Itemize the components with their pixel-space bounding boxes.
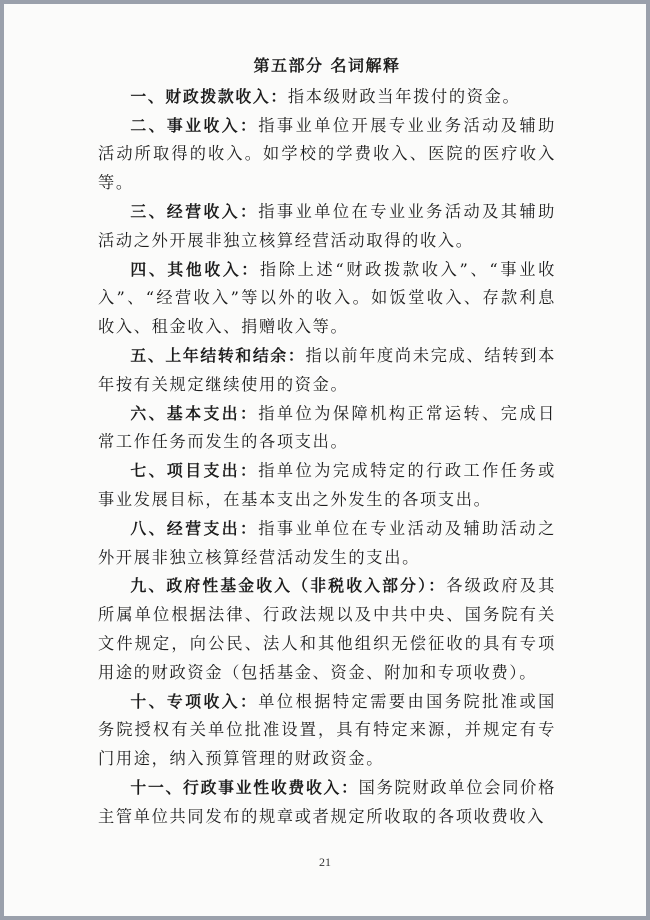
definition-text: 国务院财政单位会同价格主管单位共同发布的规章或者规定所收取的各项收费收入 [98, 777, 557, 826]
definition-term: 十一、行政事业性收费收入： [130, 777, 359, 797]
definition-text: 单位根据特定需要由国务院批准或国务院授权有关单位批准设置，具有特定来源，并规定有专门用途，纳入预算管理的财政资金。 [98, 691, 557, 769]
definition-text: 指事业单位开展专业业务活动及辅助活动所取得的收入。如学校的学费收入、医院的医疗收入等。 [98, 115, 557, 193]
definition-paragraph [98, 112, 556, 198]
definition-paragraph [98, 400, 556, 458]
definition-paragraph [98, 688, 556, 774]
definition-paragraph [98, 774, 556, 832]
definition-text: 指事业单位在专业业务活动及其辅助活动之外开展非独立核算经营活动取得的收入。 [98, 201, 557, 250]
definition-text: 指单位为完成特定的行政工作任务或事业发展目标，在基本支出之外发生的各项支出。 [98, 461, 557, 509]
page-number: 21 [319, 855, 331, 869]
definition-text: 指本级财政当年拨付的资金。 [287, 86, 521, 106]
definition-paragraph [98, 515, 556, 573]
definition-term: 九、政府性基金收入（非税收入部分）： [130, 576, 447, 596]
definition-term: 一、财政拨款收入： [130, 86, 288, 106]
definition-paragraph [98, 572, 556, 687]
definition-text: 指以前年度尚未完成、结转到本年按有关规定继续使用的资金。 [98, 345, 556, 394]
definition-term: 十、专项收入： [130, 691, 259, 711]
definition-paragraph [98, 457, 556, 515]
definition-text: 各级政府及其所属单位根据法律、行政法规以及中共中央、国务院有关文件规定，向公民、法人和其他组织无偿征收的具有专项用途的财政资金（包括基金、资金、附加和专项收费）。 [98, 576, 557, 682]
document-body [98, 52, 556, 832]
definition-text: 指除上述“财政拨款收入”、“事业收入”、“经营收入”等以外的收入。如饭堂收入、存款利息收入、租金收入、捐赠收入等。 [98, 259, 556, 337]
definition-paragraph [98, 342, 556, 400]
definition-term: 二、事业收入： [130, 115, 259, 135]
definition-term: 七、项目支出： [130, 461, 259, 481]
definition-term: 六、基本支出： [130, 403, 259, 423]
definition-text: 指事业单位在专业活动及辅助活动之外开展非独立核算经营活动发生的支出。 [98, 518, 557, 567]
section-title: 第五部分 名词解释 [253, 56, 401, 75]
definition-term: 三、经营收入： [130, 201, 259, 221]
definition-term: 四、其他收入： [130, 259, 260, 279]
definition-paragraph [98, 256, 556, 342]
definition-term: 八、经营支出： [130, 518, 259, 538]
definition-paragraph [98, 83, 556, 112]
definition-term: 五、上年结转和结余： [130, 345, 306, 365]
definition-text: 指单位为保障机构正常运转、完成日常工作任务而发生的各项支出。 [98, 403, 557, 452]
definition-paragraph [98, 198, 556, 256]
